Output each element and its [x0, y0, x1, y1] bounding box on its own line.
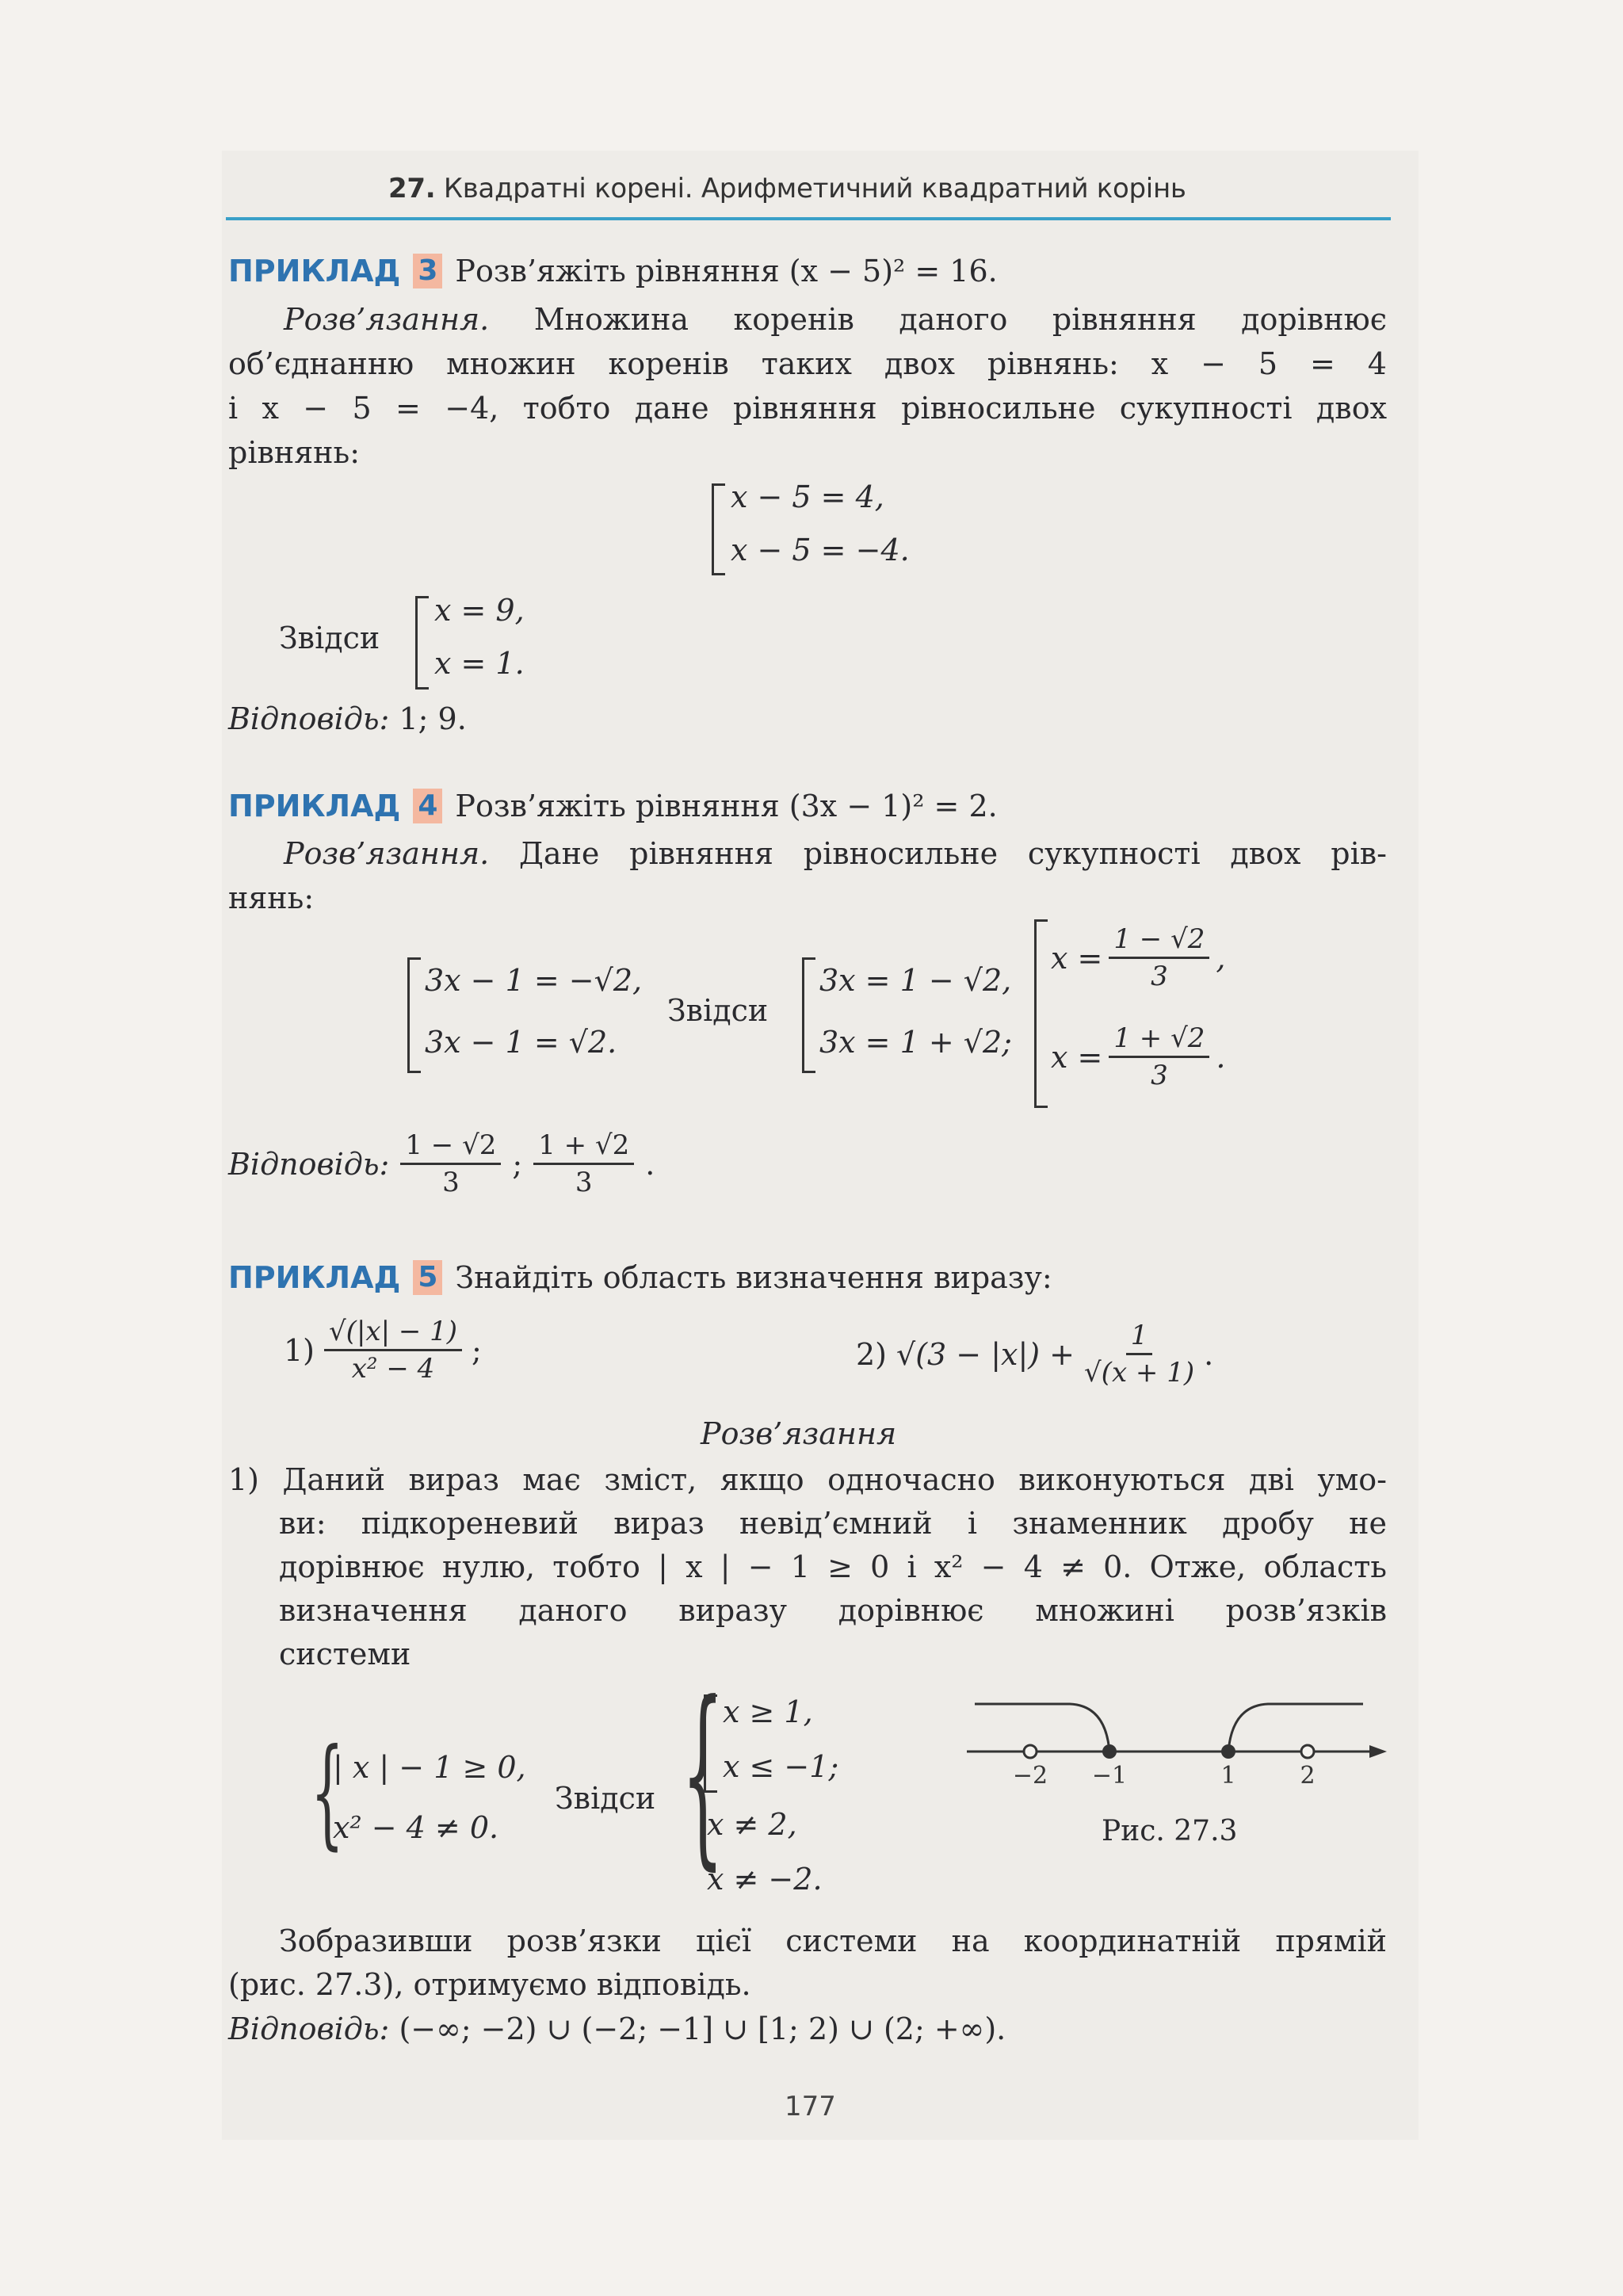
punct: ,	[1216, 940, 1226, 976]
ex4-solution-line1	[228, 832, 1387, 875]
answer-value: (−∞; −2) ∪ (−2; −1] ∪ [1; 2) ∪ (2; +∞).	[399, 2011, 1006, 2046]
ex5-answer	[228, 2008, 1006, 2050]
ex3-solution-line3: і x − 5 = −4, тобто дане рівняння рівносильне сукупності двох	[228, 391, 1387, 426]
numerator: 1 − √2	[400, 1129, 501, 1165]
tick-label: 2	[1300, 1762, 1316, 1790]
text-line: Множина коренів даного рівняння дорівнює	[533, 302, 1387, 337]
ex5-part1	[284, 1316, 482, 1385]
ex5-sys1: | x | − 1 ≥ 0,	[333, 1750, 526, 1785]
example-number-badge: 3	[413, 254, 442, 288]
chapter-title: Квадратні корені. Арифметичний квадратний корінь	[443, 173, 1186, 204]
fraction	[533, 1129, 634, 1198]
axis-arrow-icon	[1369, 1745, 1387, 1758]
ex5-r1: x ≥ 1,	[723, 1694, 813, 1729]
open-point-minus-2	[1024, 1745, 1037, 1758]
expression: √(3 − |x|) +	[896, 1336, 1075, 1372]
fraction	[1109, 1022, 1209, 1091]
example-5-heading	[228, 1260, 1052, 1295]
ex3-solution-line1	[228, 298, 1387, 341]
ex4-c1	[1051, 923, 1226, 992]
number-line-figure	[951, 1680, 1395, 1791]
denominator: x² − 4	[351, 1353, 435, 1385]
denominator: 3	[1151, 961, 1168, 992]
ex5-text-line1: 1) Даний вираз має зміст, якщо одночасно виконуються дві умо-	[228, 1462, 1387, 1497]
ex5-result-brace: {	[682, 1662, 724, 1889]
running-header	[388, 173, 1186, 204]
denominator: 3	[575, 1167, 593, 1198]
denominator: √(x + 1)	[1084, 1357, 1195, 1389]
example-label: ПРИКЛАД	[228, 1260, 401, 1295]
ex4-b1: 3x = 1 − √2,	[819, 963, 1012, 998]
ex5-hence: Звідси	[555, 1781, 656, 1816]
ex3-solution-line2: об’єднанню множин коренів таких двох рівнянь: x − 5 = 4	[228, 346, 1387, 381]
ex5-part2	[856, 1320, 1213, 1389]
example-number-badge: 5	[413, 1260, 442, 1295]
ex4-a1: 3x − 1 = −√2,	[425, 963, 643, 998]
denominator: 3	[442, 1167, 460, 1198]
ex4-hence: Звідси	[667, 993, 769, 1028]
ex4-solution-line2: нянь:	[228, 881, 315, 915]
text-line: Дане рівняння рівносильне сукупності двох рів-	[519, 836, 1387, 871]
example-task: Розв’яжіть рівняння (3x − 1)² = 2.	[455, 789, 998, 823]
ex4-a2: 3x − 1 = √2.	[425, 1025, 617, 1060]
fraction	[324, 1316, 462, 1385]
tick-label: −1	[1091, 1762, 1128, 1790]
chapter-number: 27.	[388, 173, 436, 204]
ex3-set-bracket	[712, 483, 725, 575]
lhs: x =	[1051, 940, 1103, 976]
solution-word: Розв’язання.	[284, 302, 490, 337]
ex5-r3: x ≠ 2,	[707, 1807, 797, 1842]
ex4-set-bracket-b	[802, 957, 815, 1073]
open-point-2	[1301, 1745, 1314, 1758]
ex5-text-line2: ви: підкореневий вираз невід’ємний і знаменник дробу не	[279, 1506, 1387, 1541]
example-label: ПРИКЛАД	[228, 254, 401, 288]
ex5-r2: x ≤ −1;	[723, 1749, 839, 1784]
lhs: x =	[1051, 1039, 1103, 1075]
shading-right-interval	[1228, 1704, 1363, 1752]
page-number: 177	[785, 2091, 836, 2122]
part-label: 2)	[856, 1336, 888, 1372]
answer-word: Відповідь:	[228, 2011, 390, 2046]
shading-left-interval	[975, 1704, 1109, 1752]
ex3-eq2: x − 5 = −4.	[731, 533, 910, 567]
ex5-conclusion-line1: Зобразивши розв’язки цієї системи на координатній прямій	[279, 1924, 1387, 1958]
solution-word: Розв’язання.	[284, 836, 490, 871]
punct: .	[1204, 1336, 1214, 1372]
fraction	[1109, 923, 1209, 992]
ex3-res2: x = 1.	[434, 646, 525, 681]
ex4-c2	[1051, 1022, 1226, 1091]
answer-word: Відповідь:	[228, 701, 390, 736]
ex5-r4: x ≠ −2.	[707, 1862, 823, 1897]
punct: .	[645, 1146, 655, 1182]
fraction	[400, 1129, 501, 1198]
example-label: ПРИКЛАД	[228, 789, 401, 823]
numerator: 1 − √2	[1109, 923, 1209, 959]
header-rule	[226, 217, 1391, 220]
example-number-badge: 4	[413, 789, 442, 823]
separator: ;	[512, 1146, 523, 1182]
numerator: 1	[1126, 1320, 1153, 1355]
ex3-res1: x = 9,	[434, 593, 525, 628]
ex5-text-line5: системи	[279, 1637, 411, 1671]
figure-caption: Рис. 27.3	[1102, 1815, 1238, 1847]
fraction	[1084, 1320, 1194, 1389]
ex3-eq1: x − 5 = 4,	[731, 479, 884, 514]
numerator: 1 + √2	[1109, 1022, 1209, 1058]
ex5-text-line4: визначення даного виразу дорівнює множині розв’язків	[279, 1593, 1387, 1628]
punct: .	[1216, 1039, 1226, 1075]
ex4-b2: 3x = 1 + √2;	[819, 1025, 1012, 1060]
numerator: √(|x| − 1)	[324, 1316, 462, 1351]
ex5-system-brace: {	[311, 1724, 344, 1862]
punct: ;	[472, 1332, 482, 1368]
ex3-answer	[228, 701, 467, 736]
ex4-set-bracket-c	[1034, 919, 1048, 1108]
ex5-solution-heading: Розв’язання	[701, 1416, 897, 1451]
ex4-answer	[228, 1129, 655, 1198]
ex5-text-line3: дорівнює нулю, тобто | x | − 1 ≥ 0 і x² − 4 ≠ 0. Отже, область	[279, 1549, 1387, 1584]
closed-point-minus-1	[1102, 1744, 1117, 1759]
answer-value: 1; 9.	[399, 701, 467, 736]
part-label: 1)	[284, 1332, 315, 1368]
ex4-set-bracket-a	[407, 957, 421, 1073]
numerator: 1 + √2	[533, 1129, 634, 1165]
closed-point-1	[1221, 1744, 1235, 1759]
ex5-result-bracket-top	[704, 1694, 717, 1793]
ex5-sys2: x² − 4 ≠ 0.	[333, 1810, 499, 1845]
example-3-heading	[228, 254, 998, 288]
denominator: 3	[1151, 1060, 1168, 1091]
tick-label: 1	[1220, 1762, 1236, 1790]
tick-label: −2	[1012, 1762, 1048, 1790]
ex3-hence: Звідси	[279, 621, 380, 655]
ex5-conclusion-line2: (рис. 27.3), отримуємо відповідь.	[228, 1967, 751, 2002]
ex3-solution-line4: рівнянь:	[228, 435, 360, 470]
answer-word: Відповідь:	[228, 1146, 390, 1182]
example-task: Розв’яжіть рівняння (x − 5)² = 16.	[455, 254, 998, 288]
example-task: Знайдіть область визначення виразу:	[455, 1260, 1052, 1295]
ex3-result-bracket	[415, 596, 429, 690]
example-4-heading	[228, 789, 998, 823]
